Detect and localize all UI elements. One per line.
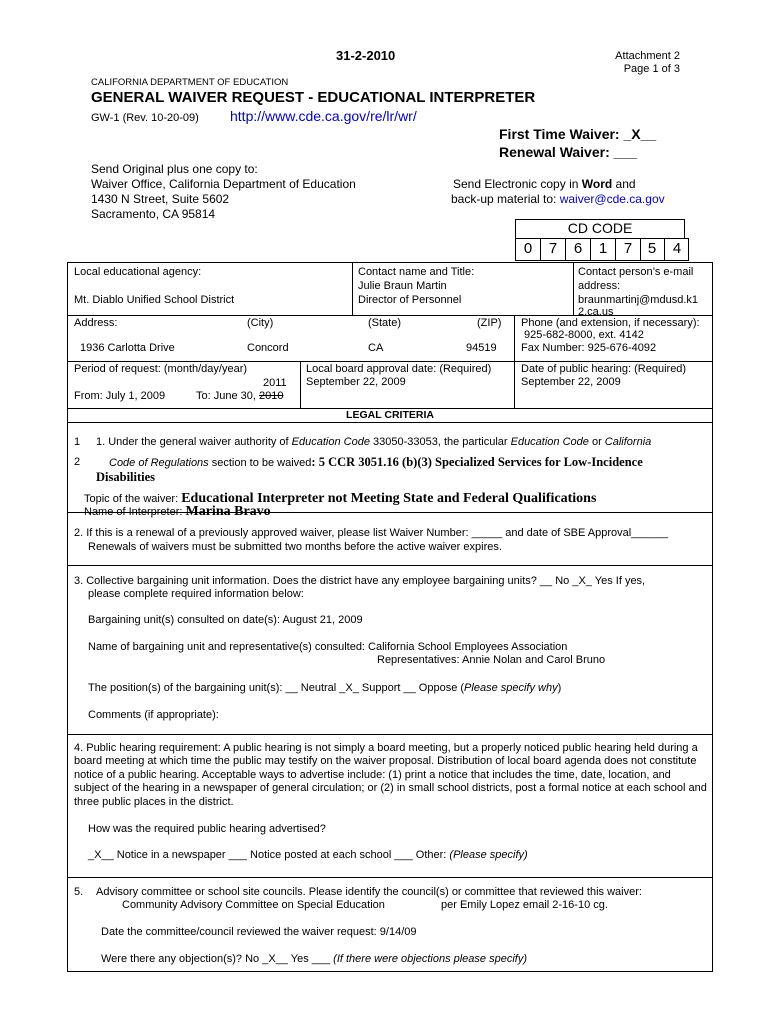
period-year: 2011	[263, 377, 287, 389]
email-overflow-clip	[578, 306, 614, 318]
renewal-question: 2. If this is a renewal of a previously approved waiver, please list Waiver Number: _____ and date of SBE Approval______	[74, 527, 668, 539]
lea-label: Local educational agency:	[74, 266, 202, 278]
advisory-committee[interactable]: Community Advisory Committee on Special Education	[122, 899, 385, 911]
cd-code-label: CD CODE	[567, 220, 633, 236]
hearing-date-label: Date of public hearing: (Required)	[521, 363, 687, 375]
bargaining-instruction: please complete required information below:	[88, 588, 304, 600]
board-approval-label: Local board approval date: (Required)	[306, 363, 492, 375]
period-from[interactable]: From: July 1, 2009	[74, 390, 166, 402]
legal-line-2	[109, 455, 643, 470]
phone-value[interactable]: 925-682-8000, ext. 4142	[524, 329, 644, 341]
department-name: CALIFORNIA DEPARTMENT OF EDUCATION	[91, 77, 289, 88]
interpreter-name-label: Name of Interpreter:	[84, 506, 186, 518]
committee-review-date[interactable]: Date the committee/council reviewed the waiver request: 9/14/09	[101, 926, 417, 938]
bargaining-position[interactable]	[88, 682, 561, 694]
city-label: (City)	[247, 317, 274, 329]
hearing-other-specify: (Please specify)	[449, 849, 528, 861]
first-time-waiver	[499, 126, 656, 142]
contact-name[interactable]: Julie Braun Martin	[358, 280, 447, 292]
cde-url-link[interactable]: http://www.cde.ca.gov/re/lr/wr/	[230, 108, 417, 124]
objections-options: Were there any objection(s)? No _X__ Yes ___	[101, 953, 334, 965]
public-hearing-requirement: 4. Public hearing requirement: A public hearing is not simply a board meeting, but a properly noticed public hearing held during a board meeting at which time the public may testify on the waiver proposal. Distribution of local board agenda does not constitute notice of a public hearing. Acceptable ways to advertise include: (1) print a notice that includes the time, date, location, and subject of the hearing in a newspaper of general circulation; or (2) in small school districts, post a formal notice at each school and three public places in the district.	[74, 742, 707, 808]
email-value[interactable]: braunmartinj@mdusd.k1	[578, 294, 698, 306]
legal-criteria-heading: LEGAL CRITERIA	[346, 409, 434, 421]
cd-digit-6: 5	[647, 240, 657, 257]
objections-line[interactable]	[101, 953, 527, 965]
cd-digit-7: 4	[672, 240, 682, 257]
first-time-label: First Time Waiver:	[499, 126, 624, 142]
office-street: 1430 N Street, Suite 5602	[91, 192, 230, 206]
renewal-label: Renewal Waiver:	[499, 144, 614, 160]
waiver-email-link[interactable]: waiver@cde.ca.gov	[559, 192, 665, 206]
zip-label: (ZIP)	[477, 317, 502, 329]
bargaining-position-close: )	[557, 682, 562, 694]
california-ref: California	[604, 436, 652, 448]
contact-title[interactable]: Director of Personnel	[358, 294, 462, 306]
hearing-advertised-options: _X__ Notice in a newspaper ___ Notice posted at each school ___ Other:	[88, 849, 450, 861]
comments-label: Comments (if appropriate):	[88, 709, 219, 721]
cd-digit-3: 6	[573, 240, 583, 257]
first-time-value: _X__	[623, 126, 657, 142]
bargaining-consulted-date[interactable]: Bargaining unit(s) consulted on date(s): August 21, 2009	[88, 614, 363, 626]
street-value[interactable]: 1936 Carlotta Drive	[80, 342, 175, 354]
legal-line-1-or: or	[588, 436, 605, 448]
bargaining-position-text: The position(s) of the bargaining unit(s): __ Neutral _X_ Support __ Oppose (	[88, 682, 465, 694]
document-date: 31-2-2010	[336, 48, 396, 63]
email-label: Contact person’s e-mail	[578, 266, 694, 278]
period-to-label: To: June 30,	[196, 390, 259, 402]
lea-value[interactable]: Mt. Diablo Unified School District	[74, 294, 235, 306]
renewal-value: ___	[613, 144, 637, 160]
email-overflow: 2.ca.us	[578, 306, 614, 318]
cd-digit-4: 1	[598, 240, 608, 257]
bargaining-representatives[interactable]: Representatives: Annie Nolan and Carol Bruno	[377, 654, 606, 666]
page-title: GENERAL WAIVER REQUEST - EDUCATIONAL INTERPRETER	[91, 89, 536, 106]
waiver-office: Waiver Office, California Department of Education	[91, 177, 356, 191]
cd-digit-5: 7	[623, 240, 633, 257]
interpreter-name-clip	[84, 504, 271, 519]
waiver-topic-value[interactable]: Educational Interpreter not Meeting State and Federal Qualifications	[181, 491, 597, 506]
office-city: Sacramento, CA 95814	[91, 207, 216, 221]
send-electronic-line	[453, 177, 636, 191]
period-label: Period of request: (month/day/year)	[74, 363, 248, 375]
bargaining-question: 3. Collective bargaining unit information. Does the district have any employee bargaining units? __ No _X_ Yes If yes,	[74, 575, 646, 587]
regulation-section-continued: Disabilities	[96, 470, 156, 484]
regulation-section[interactable]: : 5 CCR 3051.16 (b)(3) Specialized Services for Low-Incidence	[311, 455, 643, 469]
legal-line-1	[96, 436, 651, 448]
education-code-ref: Education Code	[291, 436, 370, 448]
waiver-topic-label: Topic of the waiver:	[84, 493, 182, 505]
state-value[interactable]: CA	[368, 342, 384, 354]
legal-line-1-text: 1. Under the general waiver authority of	[96, 436, 292, 448]
objections-specify: (If there were objections please specify)	[333, 953, 527, 965]
state-label: (State)	[368, 317, 402, 329]
renewal-note: Renewals of waivers must be submitted two months before the active waiver expires.	[88, 541, 502, 553]
cd-digit-2: 7	[548, 240, 558, 257]
attachment-label: Attachment 2	[615, 50, 680, 62]
word-format: Word	[581, 177, 613, 191]
legal-row-2-number: 2	[74, 456, 81, 468]
city-value[interactable]: Concord	[247, 342, 289, 354]
hearing-date-value[interactable]: September 22, 2009	[521, 376, 621, 388]
send-electronic-and: and	[612, 177, 636, 191]
cd-digit-1: 0	[523, 240, 533, 257]
advisory-question: Advisory committee or school site councils. Please identify the council(s) or committee that reviewed this waiver:	[96, 886, 642, 898]
interpreter-name-row	[84, 505, 271, 519]
backup-material-text: back-up material to:	[451, 192, 560, 206]
backup-material-line	[451, 192, 665, 206]
education-code-ref-2: Education Code	[510, 436, 589, 448]
page-number: Page 1 of 3	[623, 63, 680, 75]
advisory-number: 5.	[74, 886, 84, 898]
address-label: Address:	[74, 317, 118, 329]
code-of-regulations-ref: Code of Regulations	[109, 457, 209, 469]
period-to[interactable]	[196, 390, 283, 402]
zip-value[interactable]: 94519	[466, 342, 497, 354]
advisory-note: per Emily Lopez email 2-16-10 cg.	[441, 899, 608, 911]
fax-number[interactable]: Fax Number: 925-676-4092	[521, 342, 657, 354]
legal-line-2-mid: section to be waived	[208, 457, 312, 469]
bargaining-unit-name[interactable]: Name of bargaining unit and representative(s) consulted: California School Employees Association	[88, 641, 568, 653]
legal-line-1-mid: 33050-33053, the particular	[369, 436, 511, 448]
form-id: GW-1 (Rev. 10-20-09)	[91, 112, 199, 124]
legal-row-1-number: 1	[74, 436, 81, 448]
send-original-heading: Send Original plus one copy to:	[91, 162, 258, 176]
bargaining-position-specify: Please specify why	[464, 682, 558, 694]
hearing-advertised-answer[interactable]	[88, 849, 528, 861]
send-electronic-text: Send Electronic copy in	[453, 177, 582, 191]
period-to-struck-year: 2010	[259, 390, 284, 402]
interpreter-name-value: Marina Bravo	[185, 504, 271, 519]
phone-label: Phone (and extension, if necessary):	[521, 317, 700, 329]
board-approval-value[interactable]: September 22, 2009	[306, 376, 406, 388]
email-label-2: address:	[578, 280, 621, 292]
renewal-waiver	[499, 144, 637, 160]
hearing-advertised-question: How was the required public hearing advertised?	[88, 823, 326, 835]
contact-label: Contact name and Title:	[358, 266, 475, 278]
